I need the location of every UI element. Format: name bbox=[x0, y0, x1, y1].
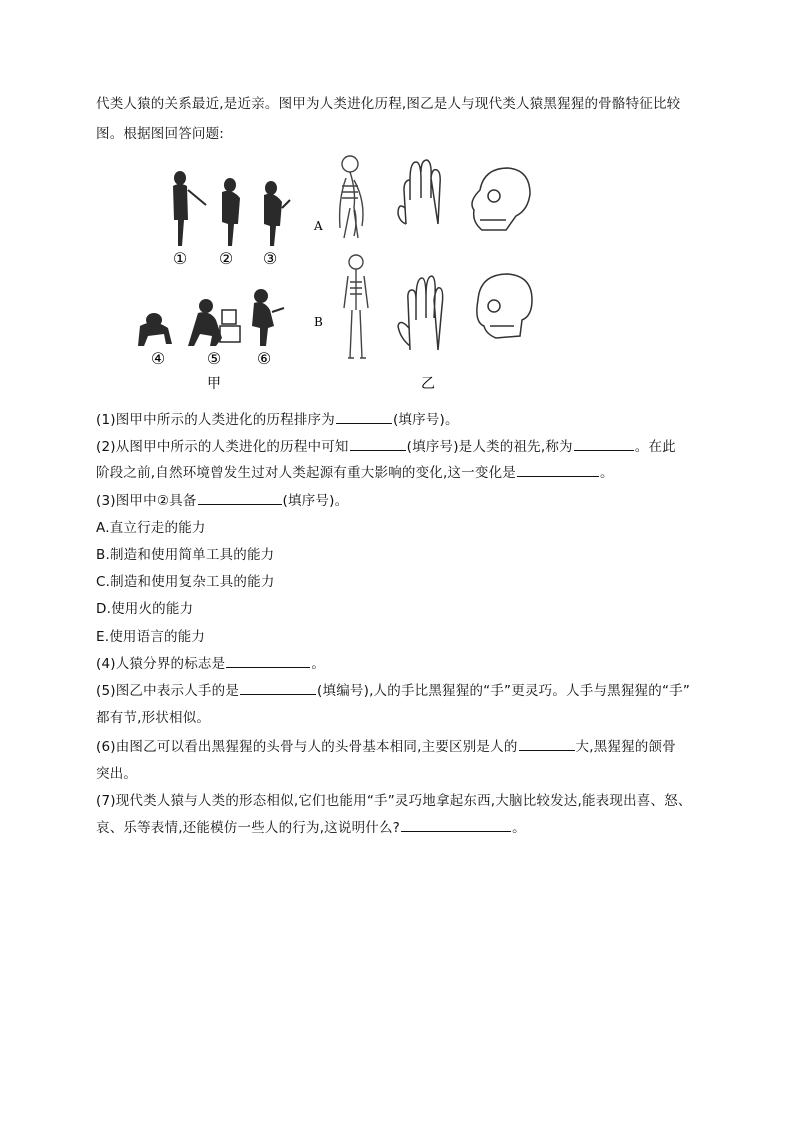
question-5-line-1 bbox=[96, 681, 690, 701]
question-6-suffix: 大,黑猩猩的颌骨 bbox=[575, 739, 676, 755]
question-7-line-2 bbox=[96, 818, 526, 838]
question-3-text: (3)图甲中②具备 bbox=[96, 493, 197, 509]
question-6-line-2: 突出。 bbox=[96, 766, 138, 782]
evolution-figure-svg bbox=[118, 150, 548, 398]
option-c: C.制造和使用复杂工具的能力 bbox=[96, 574, 275, 590]
question-2-line-2-suffix: 。 bbox=[599, 465, 614, 481]
answer-blank-1[interactable] bbox=[336, 410, 392, 424]
question-7-line-1: (7)现代类人猿与人类的形态相似,它们也能用“手”灵巧地拿起东西,大脑比较发达,能表现出喜、怒、 bbox=[96, 793, 692, 809]
answer-blank-4[interactable] bbox=[226, 654, 310, 668]
question-5-suffix: (填编号),人的手比黑猩猩的“手”更灵巧。人手与黑猩猩的“手” bbox=[317, 683, 691, 699]
human-hand bbox=[398, 276, 443, 350]
yi-label: 乙 bbox=[421, 376, 435, 392]
question-2-line-2 bbox=[96, 463, 614, 483]
question-7-text: 哀、乐等表情,还能模仿一些人的行为,这说明什么? bbox=[96, 820, 401, 836]
question-2-text: (2)从图甲中所示的人类进化的历程中可知 bbox=[96, 439, 349, 455]
human-skeleton bbox=[344, 255, 368, 358]
jia-number-2: ② bbox=[218, 249, 234, 268]
question-2-line-2-text: 阶段之前,自然环境曾发生过对人类起源有重大影响的变化,这一变化是 bbox=[96, 465, 516, 481]
evolution-figure bbox=[118, 150, 548, 398]
option-b: B.制造和使用简单工具的能力 bbox=[96, 547, 275, 563]
question-3-suffix: (填序号)。 bbox=[282, 493, 349, 509]
yi-row-b-label: B bbox=[314, 315, 323, 329]
hominid-figure-2 bbox=[222, 178, 240, 246]
option-a: A.直立行走的能力 bbox=[96, 520, 206, 536]
question-1-suffix: (填序号)。 bbox=[392, 412, 459, 428]
jia-number-5: ⑤ bbox=[206, 349, 222, 368]
answer-blank-7[interactable] bbox=[401, 818, 511, 832]
question-4-text: (4)人猿分界的标志是 bbox=[96, 656, 226, 672]
human-skull bbox=[477, 274, 532, 338]
hominid-figure-3 bbox=[264, 181, 290, 246]
question-6-text: (6)由图乙可以看出黑猩猩的头骨与人的头骨基本相同,主要区别是人的 bbox=[96, 739, 518, 755]
hominid-figure-1 bbox=[173, 171, 206, 246]
question-2-middle: (填序号)是人类的祖先,称为 bbox=[406, 439, 573, 455]
jia-number-6: ⑥ bbox=[256, 349, 272, 368]
hominid-figure-6 bbox=[252, 289, 284, 346]
answer-blank-6[interactable] bbox=[519, 737, 575, 751]
jia-label: 甲 bbox=[207, 376, 221, 392]
chimp-skeleton bbox=[340, 156, 363, 238]
answer-blank-2b[interactable] bbox=[574, 437, 634, 451]
jia-number-3: ③ bbox=[262, 249, 278, 268]
question-6-line-1 bbox=[96, 737, 676, 757]
question-2-tail: 。在此 bbox=[634, 439, 676, 455]
question-7-suffix: 。 bbox=[512, 820, 526, 836]
yi-row-a-label: A bbox=[314, 219, 323, 233]
question-4-suffix: 。 bbox=[311, 656, 326, 672]
question-1-text: (1)图甲中所示的人类进化的历程排序为 bbox=[96, 412, 335, 428]
jia-number-1: ① bbox=[172, 249, 188, 268]
question-1 bbox=[96, 410, 459, 430]
intro-line-1: 代类人猿的关系最近,是近亲。图甲为人类进化历程,图乙是人与现代类人猿黑猩猩的骨骼特征比较 bbox=[96, 96, 681, 112]
answer-blank-3[interactable] bbox=[198, 491, 282, 505]
question-2-line-1 bbox=[96, 437, 676, 457]
jia-number-4: ④ bbox=[150, 349, 166, 368]
answer-blank-5[interactable] bbox=[240, 681, 316, 695]
answer-blank-2c[interactable] bbox=[517, 463, 599, 477]
question-5-line-2: 都有节,形状相似。 bbox=[96, 710, 211, 726]
hominid-figure-4 bbox=[138, 313, 172, 346]
option-d: D.使用火的能力 bbox=[96, 601, 194, 617]
question-3 bbox=[96, 491, 348, 511]
chimp-skull bbox=[472, 168, 530, 230]
question-5-text: (5)图乙中表示人手的是 bbox=[96, 683, 240, 699]
answer-blank-2a[interactable] bbox=[350, 437, 406, 451]
hominid-figure-5 bbox=[188, 299, 240, 346]
intro-line-2: 图。根据图回答问题: bbox=[96, 126, 225, 142]
question-4 bbox=[96, 654, 325, 674]
option-e: E.使用语言的能力 bbox=[96, 629, 206, 645]
chimp-hand bbox=[398, 160, 440, 224]
